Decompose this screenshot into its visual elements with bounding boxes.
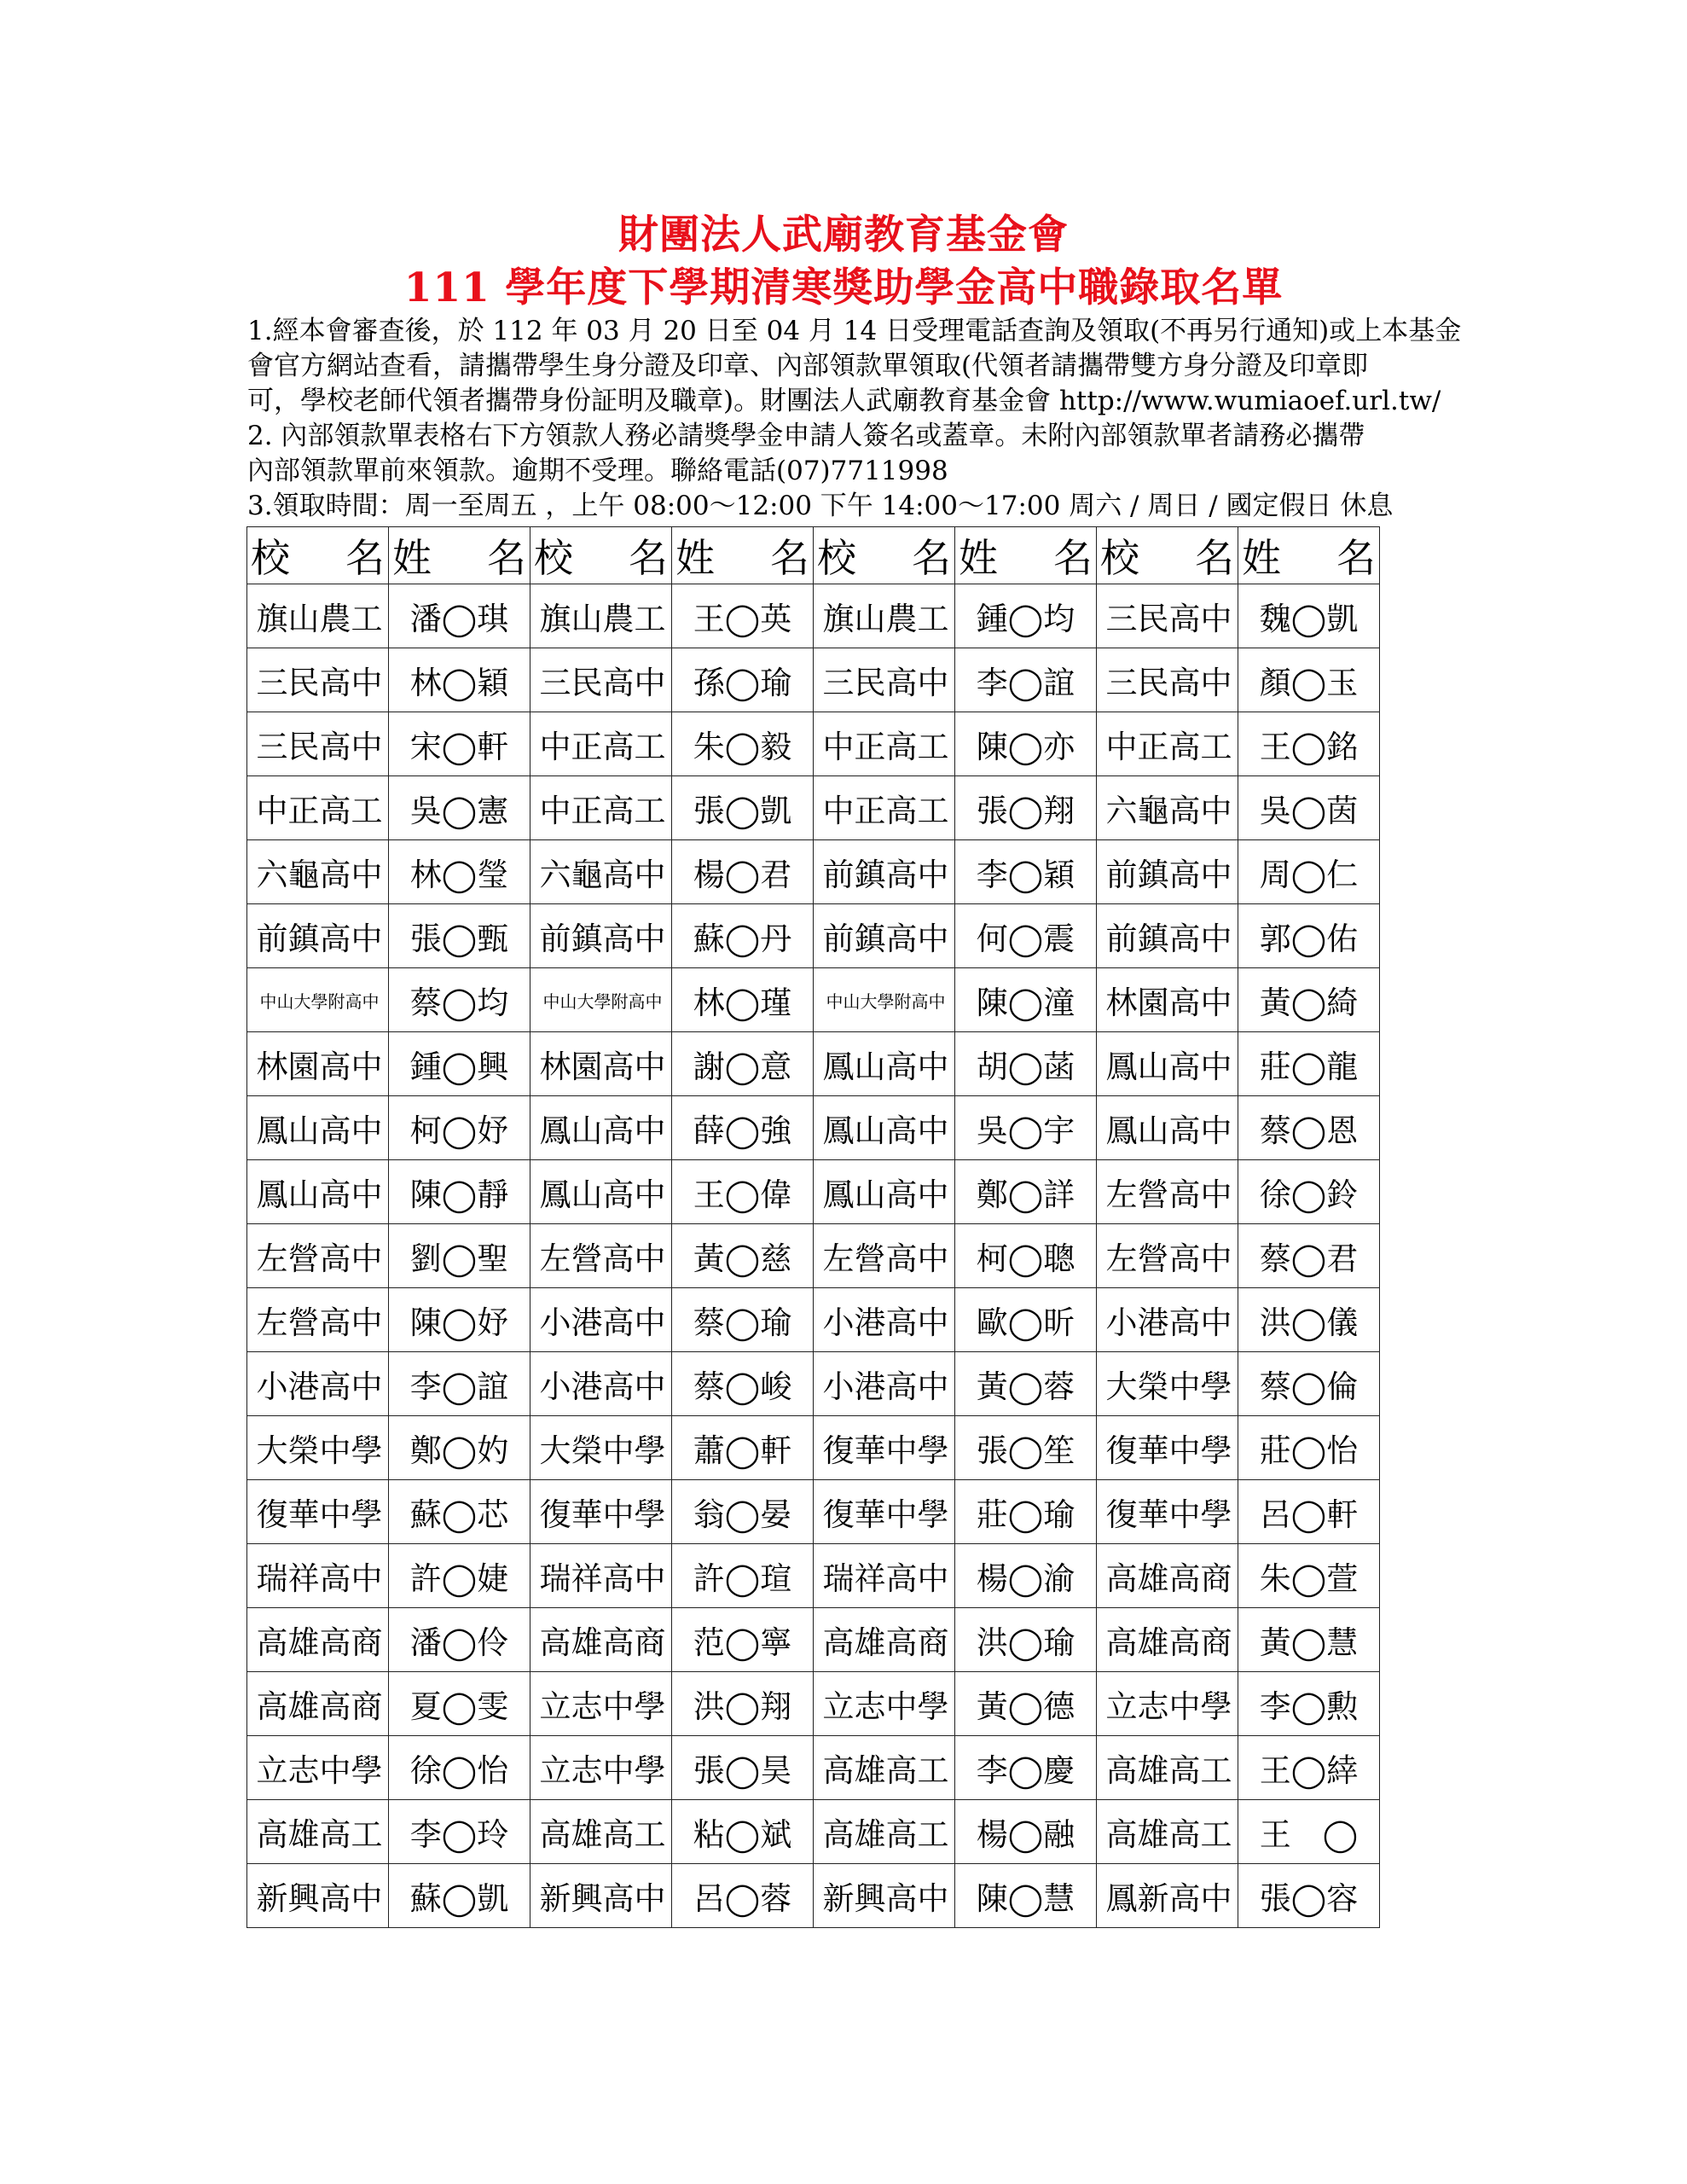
table-row bbox=[247, 1544, 1380, 1608]
student-name-cell: 王◯緈 bbox=[1238, 1736, 1380, 1800]
student-name-cell: 胡◯菡 bbox=[955, 1032, 1097, 1096]
student-name-cell: 莊◯瑜 bbox=[955, 1480, 1097, 1544]
student-name-cell: 徐◯怡 bbox=[389, 1736, 530, 1800]
school-cell: 前鎮高中 bbox=[1097, 904, 1238, 968]
school-cell: 高雄高工 bbox=[814, 1736, 955, 1800]
header-school bbox=[247, 527, 389, 584]
school-cell: 鳳山高中 bbox=[530, 1160, 672, 1224]
school-cell: 鳳山高中 bbox=[814, 1096, 955, 1160]
school-cell: 高雄高商 bbox=[247, 1608, 389, 1672]
student-name-cell: 陳◯亦 bbox=[955, 712, 1097, 776]
school-cell: 鳳山高中 bbox=[1097, 1032, 1238, 1096]
student-name-cell: 張◯凱 bbox=[672, 776, 814, 840]
school-cell: 左營高中 bbox=[1097, 1160, 1238, 1224]
student-name-cell: 李◯穎 bbox=[955, 840, 1097, 904]
notice-line: 3.領取時間：周一至周五 ，上午 08:00～12:00 下午 14:00～17:00 周六 / 周日 / 國定假日 休息 bbox=[247, 491, 1394, 521]
student-name-cell: 粘◯斌 bbox=[672, 1800, 814, 1864]
school-cell: 小港高中 bbox=[530, 1352, 672, 1416]
student-name-cell: 陳◯靜 bbox=[389, 1160, 530, 1224]
table-header-row bbox=[247, 527, 1380, 584]
student-name-cell: 張◯容 bbox=[1238, 1864, 1380, 1928]
student-name-cell: 張◯翔 bbox=[955, 776, 1097, 840]
school-cell: 三民高中 bbox=[247, 648, 389, 712]
list-title: 111 學年度下學期清寒獎助學金高中職錄取名單 bbox=[403, 264, 1284, 311]
student-name-cell: 何◯震 bbox=[955, 904, 1097, 968]
student-name-cell: 王◯偉 bbox=[672, 1160, 814, 1224]
table-row bbox=[247, 1416, 1380, 1480]
school-cell: 高雄高工 bbox=[247, 1800, 389, 1864]
school-cell: 復華中學 bbox=[814, 1480, 955, 1544]
school-cell: 鳳山高中 bbox=[247, 1160, 389, 1224]
school-cell: 中正高工 bbox=[814, 776, 955, 840]
student-name-cell: 顏◯玉 bbox=[1238, 648, 1380, 712]
student-name-cell: 蘇◯丹 bbox=[672, 904, 814, 968]
header-text: 名 bbox=[1053, 535, 1093, 581]
student-name-cell: 陳◯慧 bbox=[955, 1864, 1097, 1928]
school-cell: 高雄高工 bbox=[1097, 1736, 1238, 1800]
notice-line: 會官方網站查看，請攜帶學生身分證及印章、內部領款單領取(代領者請攜帶雙方身分證及印章即 bbox=[247, 351, 1369, 381]
notice-line: 2. 內部領款單表格右下方領款人務必請獎學金申請人簽名或蓋章。未附內部領款單者請務必攜帶 bbox=[247, 421, 1365, 451]
school-cell: 鳳山高中 bbox=[814, 1032, 955, 1096]
table-row bbox=[247, 648, 1380, 712]
header-text: 名 bbox=[629, 535, 668, 581]
header-school bbox=[814, 527, 955, 584]
school-cell: 左營高中 bbox=[1097, 1224, 1238, 1288]
student-name-cell: 朱◯毅 bbox=[672, 712, 814, 776]
student-name-cell: 洪◯儀 bbox=[1238, 1288, 1380, 1352]
student-name-cell: 郭◯佑 bbox=[1238, 904, 1380, 968]
header-text: 名 bbox=[912, 535, 951, 581]
table-row bbox=[247, 1160, 1380, 1224]
student-name-cell: 潘◯琪 bbox=[389, 584, 530, 648]
school-cell: 高雄高工 bbox=[1097, 1800, 1238, 1864]
school-cell: 中山大學附高中 bbox=[530, 968, 672, 1032]
school-cell: 大榮中學 bbox=[530, 1416, 672, 1480]
header-name bbox=[672, 527, 814, 584]
school-cell: 復華中學 bbox=[1097, 1480, 1238, 1544]
header-text: 姓 bbox=[675, 535, 715, 581]
table-row bbox=[247, 1096, 1380, 1160]
header-name bbox=[955, 527, 1097, 584]
school-cell: 鳳山高中 bbox=[1097, 1096, 1238, 1160]
school-cell: 大榮中學 bbox=[1097, 1352, 1238, 1416]
school-cell: 立志中學 bbox=[814, 1672, 955, 1736]
school-cell: 六龜高中 bbox=[530, 840, 672, 904]
student-name-cell: 鄭◯詳 bbox=[955, 1160, 1097, 1224]
school-cell: 小港高中 bbox=[247, 1352, 389, 1416]
student-name-cell: 王 ◯ bbox=[1238, 1800, 1380, 1864]
student-name-cell: 李◯慶 bbox=[955, 1736, 1097, 1800]
notice-line: 1.經本會審查後，於 112 年 03 月 20 日至 04 月 14 日受理電話查詢及領取(不再另行通知)或上本基金 bbox=[247, 316, 1462, 346]
student-name-cell: 李◯誼 bbox=[955, 648, 1097, 712]
school-cell: 立志中學 bbox=[1097, 1672, 1238, 1736]
student-name-cell: 李◯誼 bbox=[389, 1352, 530, 1416]
student-name-cell: 陳◯妤 bbox=[389, 1288, 530, 1352]
school-cell: 左營高中 bbox=[247, 1288, 389, 1352]
student-name-cell: 吳◯宇 bbox=[955, 1096, 1097, 1160]
table-row bbox=[247, 776, 1380, 840]
table-row bbox=[247, 1224, 1380, 1288]
student-name-cell: 洪◯翔 bbox=[672, 1672, 814, 1736]
student-name-cell: 張◯甄 bbox=[389, 904, 530, 968]
student-name-cell: 吳◯憲 bbox=[389, 776, 530, 840]
student-name-cell: 許◯瑄 bbox=[672, 1544, 814, 1608]
student-name-cell: 李◯玲 bbox=[389, 1800, 530, 1864]
school-cell: 前鎮高中 bbox=[814, 904, 955, 968]
student-name-cell: 蘇◯凱 bbox=[389, 1864, 530, 1928]
school-cell: 三民高中 bbox=[1097, 648, 1238, 712]
student-name-cell: 洪◯瑜 bbox=[955, 1608, 1097, 1672]
student-name-cell: 王◯英 bbox=[672, 584, 814, 648]
table-row bbox=[247, 712, 1380, 776]
student-name-cell: 許◯婕 bbox=[389, 1544, 530, 1608]
student-name-cell: 蔡◯均 bbox=[389, 968, 530, 1032]
student-name-cell: 林◯穎 bbox=[389, 648, 530, 712]
student-name-cell: 張◯笙 bbox=[955, 1416, 1097, 1480]
student-name-cell: 夏◯雯 bbox=[389, 1672, 530, 1736]
student-name-cell: 鍾◯均 bbox=[955, 584, 1097, 648]
student-name-cell: 柯◯聰 bbox=[955, 1224, 1097, 1288]
student-name-cell: 魏◯凱 bbox=[1238, 584, 1380, 648]
school-cell: 三民高中 bbox=[1097, 584, 1238, 648]
school-cell: 大榮中學 bbox=[247, 1416, 389, 1480]
header-text: 名 bbox=[1336, 535, 1376, 581]
header-text: 姓 bbox=[959, 535, 998, 581]
school-cell: 六龜高中 bbox=[247, 840, 389, 904]
student-name-cell: 楊◯君 bbox=[672, 840, 814, 904]
notice-text bbox=[247, 314, 1462, 524]
table-row bbox=[247, 1288, 1380, 1352]
header-text: 名 bbox=[1195, 535, 1234, 581]
header-name bbox=[1238, 527, 1380, 584]
table-row bbox=[247, 1608, 1380, 1672]
school-cell: 鳳山高中 bbox=[530, 1096, 672, 1160]
school-cell: 高雄高工 bbox=[530, 1800, 672, 1864]
school-cell: 前鎮高中 bbox=[1097, 840, 1238, 904]
student-name-cell: 蔡◯君 bbox=[1238, 1224, 1380, 1288]
table-row bbox=[247, 1736, 1380, 1800]
school-cell: 小港高中 bbox=[1097, 1288, 1238, 1352]
school-cell: 前鎮高中 bbox=[814, 840, 955, 904]
table-row bbox=[247, 584, 1380, 648]
student-name-cell: 林◯瑩 bbox=[389, 840, 530, 904]
school-cell: 中正高工 bbox=[247, 776, 389, 840]
student-name-cell: 黃◯蓉 bbox=[955, 1352, 1097, 1416]
school-cell: 高雄高商 bbox=[1097, 1608, 1238, 1672]
school-cell: 旗山農工 bbox=[814, 584, 955, 648]
student-name-cell: 吳◯茵 bbox=[1238, 776, 1380, 840]
student-name-cell: 宋◯軒 bbox=[389, 712, 530, 776]
school-cell: 前鎮高中 bbox=[247, 904, 389, 968]
header-text: 校 bbox=[1100, 535, 1139, 581]
school-cell: 小港高中 bbox=[814, 1288, 955, 1352]
school-cell: 高雄高商 bbox=[1097, 1544, 1238, 1608]
header-text: 校 bbox=[251, 535, 290, 581]
table-row bbox=[247, 1352, 1380, 1416]
school-cell: 立志中學 bbox=[530, 1736, 672, 1800]
student-name-cell: 潘◯伶 bbox=[389, 1608, 530, 1672]
school-cell: 左營高中 bbox=[814, 1224, 955, 1288]
school-cell: 高雄高工 bbox=[814, 1800, 955, 1864]
school-cell: 復華中學 bbox=[814, 1416, 955, 1480]
table-row bbox=[247, 1480, 1380, 1544]
school-cell: 中正高工 bbox=[530, 776, 672, 840]
student-name-cell: 徐◯鈴 bbox=[1238, 1160, 1380, 1224]
student-name-cell: 蘇◯芯 bbox=[389, 1480, 530, 1544]
student-name-cell: 周◯仁 bbox=[1238, 840, 1380, 904]
school-cell: 立志中學 bbox=[530, 1672, 672, 1736]
student-name-cell: 陳◯潼 bbox=[955, 968, 1097, 1032]
school-cell: 立志中學 bbox=[247, 1736, 389, 1800]
school-cell: 鳳山高中 bbox=[814, 1160, 955, 1224]
student-name-cell: 呂◯軒 bbox=[1238, 1480, 1380, 1544]
student-name-cell: 鍾◯興 bbox=[389, 1032, 530, 1096]
school-cell: 林園高中 bbox=[530, 1032, 672, 1096]
student-name-cell: 劉◯聖 bbox=[389, 1224, 530, 1288]
header-text: 姓 bbox=[392, 535, 432, 581]
student-name-cell: 王◯銘 bbox=[1238, 712, 1380, 776]
school-cell: 中正高工 bbox=[814, 712, 955, 776]
school-cell: 六龜高中 bbox=[1097, 776, 1238, 840]
school-cell: 三民高中 bbox=[530, 648, 672, 712]
student-name-cell: 蔡◯倫 bbox=[1238, 1352, 1380, 1416]
student-name-cell: 蔡◯恩 bbox=[1238, 1096, 1380, 1160]
school-cell: 中正高工 bbox=[530, 712, 672, 776]
student-name-cell: 楊◯渝 bbox=[955, 1544, 1097, 1608]
student-name-cell: 黃◯慈 bbox=[672, 1224, 814, 1288]
header-name bbox=[389, 527, 530, 584]
student-name-cell: 莊◯龍 bbox=[1238, 1032, 1380, 1096]
student-name-cell: 林◯瑾 bbox=[672, 968, 814, 1032]
school-cell: 復華中學 bbox=[530, 1480, 672, 1544]
student-name-cell: 黃◯綺 bbox=[1238, 968, 1380, 1032]
table-row bbox=[247, 1864, 1380, 1928]
school-cell: 復華中學 bbox=[247, 1480, 389, 1544]
school-cell: 高雄高商 bbox=[814, 1608, 955, 1672]
school-cell: 前鎮高中 bbox=[530, 904, 672, 968]
school-cell: 小港高中 bbox=[530, 1288, 672, 1352]
student-name-cell: 謝◯意 bbox=[672, 1032, 814, 1096]
school-cell: 中山大學附高中 bbox=[247, 968, 389, 1032]
student-name-cell: 蔡◯瑜 bbox=[672, 1288, 814, 1352]
school-cell: 鳳新高中 bbox=[1097, 1864, 1238, 1928]
student-name-cell: 蔡◯峻 bbox=[672, 1352, 814, 1416]
school-cell: 林園高中 bbox=[1097, 968, 1238, 1032]
student-name-cell: 范◯寧 bbox=[672, 1608, 814, 1672]
notice-line: 可，學校老師代領者攜帶身份証明及職章)。財團法人武廟教育基金會 http://www.wumiaoef.url.tw/ bbox=[247, 386, 1441, 416]
notice-line: 內部領款單前來領款。逾期不受理。聯絡電話(07)7711998 bbox=[247, 456, 948, 486]
student-name-cell: 歐◯昕 bbox=[955, 1288, 1097, 1352]
header-text: 校 bbox=[817, 535, 856, 581]
header-text: 名 bbox=[487, 535, 526, 581]
school-cell: 林園高中 bbox=[247, 1032, 389, 1096]
student-name-cell: 莊◯怡 bbox=[1238, 1416, 1380, 1480]
student-name-cell: 李◯勲 bbox=[1238, 1672, 1380, 1736]
student-name-cell: 黃◯德 bbox=[955, 1672, 1097, 1736]
school-cell: 三民高中 bbox=[247, 712, 389, 776]
school-cell: 新興高中 bbox=[530, 1864, 672, 1928]
header-text: 名 bbox=[345, 535, 385, 581]
school-cell: 高雄高商 bbox=[530, 1608, 672, 1672]
table-row bbox=[247, 968, 1380, 1032]
foundation-title: 財團法人武廟教育基金會 bbox=[618, 212, 1069, 258]
table-row bbox=[247, 1672, 1380, 1736]
awardee-table bbox=[246, 526, 1380, 1928]
student-name-cell: 黃◯慧 bbox=[1238, 1608, 1380, 1672]
school-cell: 新興高中 bbox=[247, 1864, 389, 1928]
school-cell: 旗山農工 bbox=[247, 584, 389, 648]
header-text: 名 bbox=[770, 535, 809, 581]
student-name-cell: 孫◯瑜 bbox=[672, 648, 814, 712]
school-cell: 鳳山高中 bbox=[247, 1096, 389, 1160]
student-name-cell: 翁◯晏 bbox=[672, 1480, 814, 1544]
student-name-cell: 呂◯蓉 bbox=[672, 1864, 814, 1928]
table-row bbox=[247, 1800, 1380, 1864]
school-cell: 高雄高商 bbox=[247, 1672, 389, 1736]
school-cell: 小港高中 bbox=[814, 1352, 955, 1416]
header-text: 姓 bbox=[1242, 535, 1281, 581]
header-text: 校 bbox=[534, 535, 573, 581]
header-school bbox=[530, 527, 672, 584]
student-name-cell: 薛◯強 bbox=[672, 1096, 814, 1160]
school-cell: 左營高中 bbox=[530, 1224, 672, 1288]
student-name-cell: 朱◯萱 bbox=[1238, 1544, 1380, 1608]
school-cell: 瑞祥高中 bbox=[247, 1544, 389, 1608]
header-school bbox=[1097, 527, 1238, 584]
school-cell: 旗山農工 bbox=[530, 584, 672, 648]
school-cell: 新興高中 bbox=[814, 1864, 955, 1928]
student-name-cell: 柯◯妤 bbox=[389, 1096, 530, 1160]
table-row bbox=[247, 904, 1380, 968]
school-cell: 復華中學 bbox=[1097, 1416, 1238, 1480]
student-name-cell: 蕭◯軒 bbox=[672, 1416, 814, 1480]
school-cell: 左營高中 bbox=[247, 1224, 389, 1288]
school-cell: 中正高工 bbox=[1097, 712, 1238, 776]
table-row bbox=[247, 1032, 1380, 1096]
student-name-cell: 張◯昊 bbox=[672, 1736, 814, 1800]
school-cell: 三民高中 bbox=[814, 648, 955, 712]
school-cell: 瑞祥高中 bbox=[530, 1544, 672, 1608]
school-cell: 中山大學附高中 bbox=[814, 968, 955, 1032]
table-row bbox=[247, 840, 1380, 904]
student-name-cell: 楊◯融 bbox=[955, 1800, 1097, 1864]
school-cell: 瑞祥高中 bbox=[814, 1544, 955, 1608]
student-name-cell: 鄭◯妁 bbox=[389, 1416, 530, 1480]
